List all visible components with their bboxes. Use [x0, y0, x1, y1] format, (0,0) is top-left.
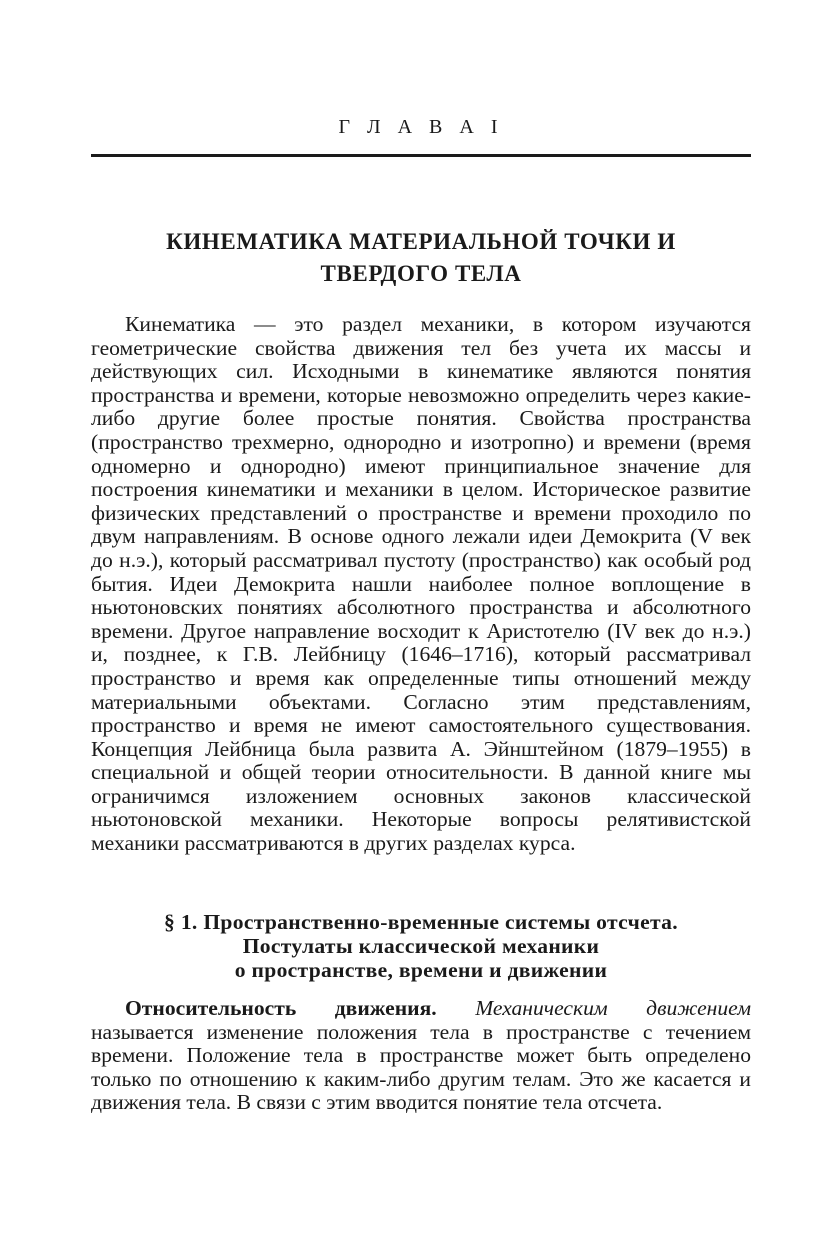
section-heading: [91, 910, 751, 982]
chapter-rule: [91, 154, 751, 157]
section-heading-line-3: о пространстве, времени и движении: [234, 958, 608, 982]
section-heading-line-2: Постулаты классической механики: [242, 934, 600, 958]
subsection-paragraph: [91, 997, 751, 1115]
section-heading-line-1: § 1. Пространственно-временные системы отсчета.: [164, 910, 678, 934]
chapter-label: Г Л А В А I: [338, 116, 504, 138]
subsection-heading: Относительность движения.: [125, 996, 437, 1020]
subsection-text: называется изменение положения тела в пространстве с течением времени. Положение тела в пространстве может быть определено только по отношению к каким-либо другим телам. Это же касается и движения тела. В связи с этим вводится понятие тела отсчета.: [91, 1019, 751, 1115]
intro-paragraph: Кинематика — это раздел механики, в котором изучаются геометрические свойства движения тел без учета их массы и действующих сил. Исходными в кинематике являются понятия пространства и времени, которые невозможно определить через какие-либо другие более простые понятия. Свойства пространства (пространство трехмерно, однородно и изотропно) и времени (время одномерно и однородно) имеют принципиальное значение для построения кинематики и механики в целом. Историческое развитие физических представлений о пространстве и времени проходило по двум направлениям. В основе одного лежали идеи Демокрита (V век до н.э.), который рассматривал пустоту (пространство) как особый род бытия. Идеи Демокрита нашли наиболее полное воплощение в ньютоновских понятиях абсолютного пространства и абсолютного времени. Другое направление восходит к Аристотелю (IV век до н.э.) и, позднее, к Г.В. Лейбницу (1646–1716), который рассматривал пространство и время как определенные типы отношений между материальными объектами. Согласно этим представлениям, пространство и время не имеют самостоятельного существования. Концепция Лейбница была развита А. Эйнштейном (1879–1955) в специальной и общей теории относительности. В данной книге мы ограничимся изложением основных законов классической ньютоновской механики. Некоторые вопросы релятивистской механики рассматриваются в других разделах курса.: [91, 312, 751, 856]
chapter-title: [91, 226, 751, 290]
chapter-title-line-1: КИНЕМАТИКА МАТЕРИАЛЬНОЙ ТОЧКИ И: [166, 229, 676, 254]
chapter-title-line-2: ТВЕРДОГО ТЕЛА: [320, 261, 522, 286]
subsection-term: Механическим движением: [475, 996, 751, 1020]
